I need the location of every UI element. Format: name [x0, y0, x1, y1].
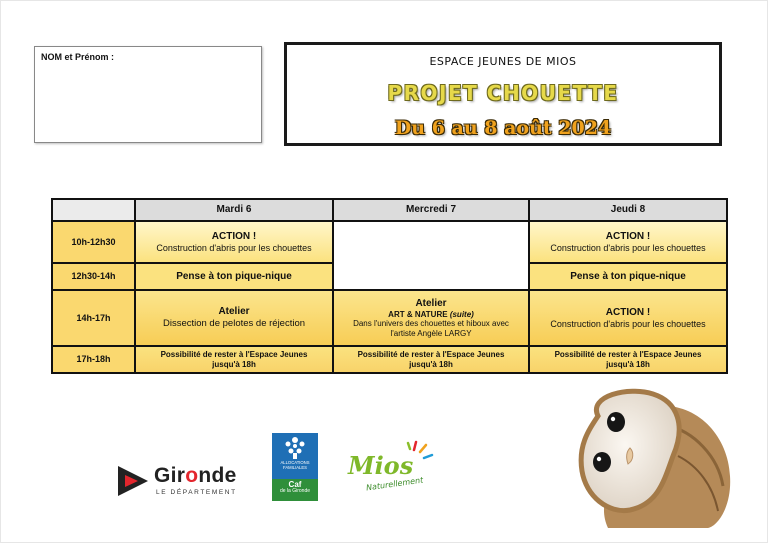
activity-title: ACTION !: [605, 230, 651, 242]
gironde-name: Gironde: [154, 464, 237, 487]
day-header-mardi: Mardi 6: [136, 200, 332, 220]
activity-text: Dissection de pelotes de réjection: [162, 318, 306, 330]
name-field-box[interactable]: [34, 46, 262, 143]
activity-cell: [136, 222, 332, 262]
activity-text: Possibilité de rester à l'Espace Jeunes jusqu'à 18h: [357, 349, 505, 369]
activity-cell: [334, 347, 528, 372]
gironde-logo: [116, 460, 256, 504]
schedule-table: [51, 198, 728, 374]
activity-cell: [530, 347, 726, 372]
svg-text:Mios: Mios: [348, 451, 414, 480]
time-slot: 10h-12h30: [53, 222, 134, 262]
activity-text: Pense à ton pique-nique: [570, 270, 686, 282]
activity-cell: [136, 347, 332, 372]
activity-cell: [530, 291, 726, 345]
gironde-mark-icon: [116, 463, 150, 499]
activity-subtitle: ART & NATURE (suite): [388, 309, 474, 319]
activity-text: Dans l'univers des chouettes et hiboux avec l'artiste Angèle LARGY: [353, 319, 509, 338]
svg-text:Naturellement: Naturellement: [365, 475, 424, 493]
caf-name: Caf: [288, 480, 302, 489]
activity-cell: [530, 222, 726, 262]
mios-logo-graphic: [344, 438, 444, 494]
caf-emblem-icon: [272, 433, 318, 461]
gironde-subtitle: LE DÉPARTEMENT: [156, 489, 237, 496]
project-dates: Du 6 au 8 août 2024: [394, 117, 612, 139]
day-header-jeudi: Jeudi 8: [530, 200, 726, 220]
organization-name: ESPACE JEUNES DE MIOS: [429, 55, 577, 68]
mios-logo: [344, 438, 444, 494]
activity-text: Construction d'abris pour les chouettes: [550, 242, 706, 253]
time-slot: 14h-17h: [53, 291, 134, 345]
activity-text: Possibilité de rester à l'Espace Jeunes jusqu'à 18h: [554, 349, 702, 369]
project-title: PROJET CHOUETTE: [387, 81, 619, 105]
caf-logo: [272, 433, 318, 501]
header-corner: [53, 200, 134, 220]
activity-cell: [530, 264, 726, 289]
activity-title: Atelier: [415, 297, 447, 309]
activity-text: Construction d'abris pour les chouettes: [156, 242, 312, 253]
caf-top-text: ALLOCATIONS FAMILIALES: [280, 460, 310, 470]
activity-cell: [334, 291, 528, 345]
activity-title: ACTION !: [211, 230, 257, 242]
caf-subtitle: de la Gironde: [279, 488, 311, 494]
activity-text: Construction d'abris pour les chouettes: [550, 318, 706, 329]
activity-text: Pense à ton pique-nique: [176, 270, 292, 282]
title-box: [284, 42, 722, 146]
activity-cell: [136, 264, 332, 289]
day-header-mercredi: Mercredi 7: [334, 200, 528, 220]
activity-cell-empty: [334, 222, 528, 289]
name-label: NOM et Prénom :: [41, 52, 115, 62]
activity-cell: [136, 291, 332, 345]
time-slot: 17h-18h: [53, 347, 134, 372]
time-slot: 12h30-14h: [53, 264, 134, 289]
activity-title: ACTION !: [605, 306, 651, 318]
activity-text: Possibilité de rester à l'Espace Jeunes jusqu'à 18h: [160, 349, 308, 369]
activity-title: Atelier: [218, 306, 250, 318]
barn-owl-image: [568, 386, 732, 528]
